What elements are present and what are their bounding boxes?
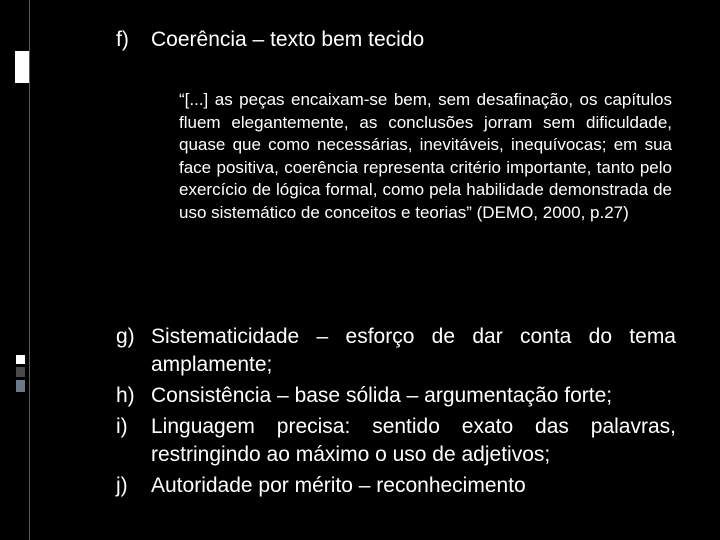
list-item [116, 472, 676, 500]
decor-square [16, 355, 25, 364]
heading-text: Coerência – texto bem tecido [151, 28, 425, 51]
decor-square [16, 380, 25, 392]
list-item [116, 382, 676, 410]
item-letter: g) [116, 325, 135, 348]
decor-block [15, 57, 29, 83]
list-item [116, 413, 676, 469]
heading-letter: f) [116, 28, 129, 51]
item-letter: h) [116, 384, 135, 407]
section-heading [116, 26, 424, 54]
quote-paragraph: “[...] as peças encaixam-se bem, sem desafinação, os capítulos fluem elegantemente, as conclusões jorram sem dificuldade, quase que como necessárias, inevitáveis, inequívocas; em sua face positiva, coerência representa critério importante, tanto pelo exercício de lógica formal, como pela habilidade demonstrada de uso sistemático de conceitos e teorias” (DEMO, 2000, p.27) [179, 90, 672, 222]
criteria-list [116, 323, 676, 503]
list-item [116, 323, 676, 379]
item-text: Linguagem precisa: sentido exato das palavras, restringindo ao máximo o uso de adjetivos; [151, 415, 676, 466]
frame-line [29, 0, 30, 540]
decor-square [16, 367, 25, 377]
item-letter: i) [116, 415, 128, 438]
item-text: Sistematicidade – esforço de dar conta do tema amplamente; [151, 325, 676, 376]
item-letter: j) [116, 474, 128, 497]
item-text: Consistência – base sólida – argumentação forte; [151, 384, 613, 407]
item-text: Autoridade por mérito – reconhecimento [151, 474, 526, 497]
